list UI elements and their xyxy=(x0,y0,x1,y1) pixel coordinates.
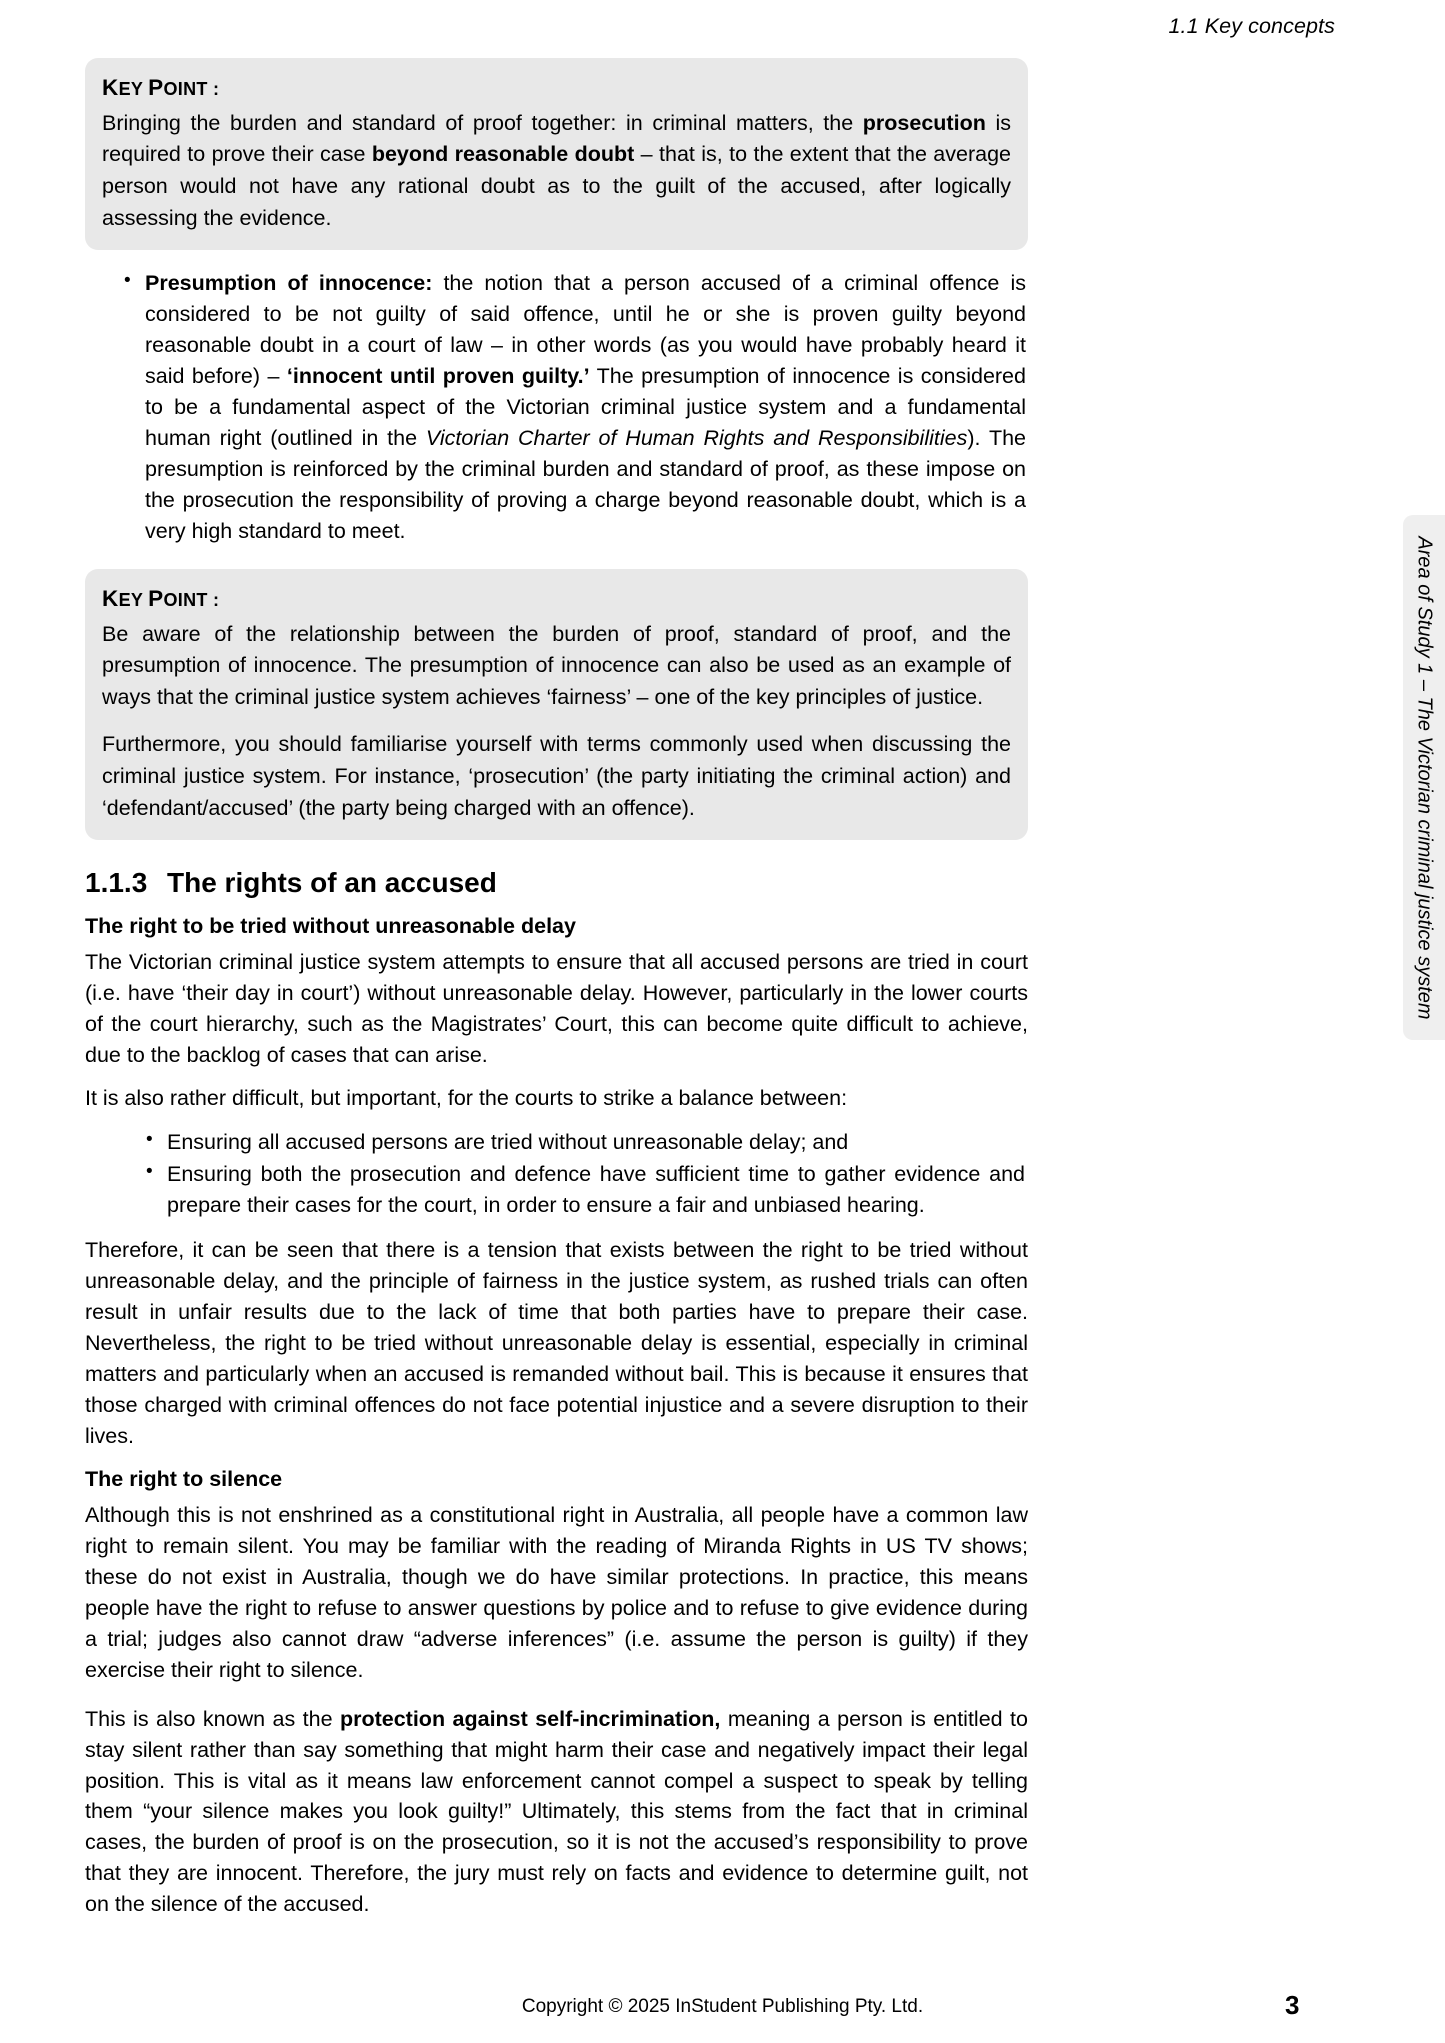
key-point-label-2 xyxy=(102,585,1011,613)
kp1-text-c: is required to prove their case xyxy=(102,110,1011,167)
kp1-text-a: Bringing the burden and standard of proof together: in criminal matters, the xyxy=(102,110,863,135)
key-point-label-1-p: P xyxy=(148,75,164,100)
presumption-bullet-list xyxy=(118,268,1026,547)
silence-paragraph-2 xyxy=(85,1704,1028,1921)
silence-term-self-incrimination: protection against self-incrimination, xyxy=(339,1706,721,1731)
delay-paragraph-2: It is also rather difficult, but important, for the courts to strike a balance between: xyxy=(85,1086,848,1111)
presumption-text-e: ). The presumption is reinforced by the criminal burden and standard of proof, as these impose on the prosecution the responsibility of proving a charge beyond reasonable doubt, which is a very high standard to meet. xyxy=(145,425,1026,543)
footer-page-number: 3 xyxy=(1285,1990,1300,2020)
key-point-label-2-k: K xyxy=(102,585,119,611)
side-tab-label: Area of Study 1 – The Victorian criminal justice system xyxy=(1413,535,1436,1020)
presumption-quote-innocent-until-proven-guilty: ‘innocent until proven guilty.’ xyxy=(286,364,590,389)
key-point-box-2 xyxy=(85,569,1028,840)
silence-text-a: This is also known as the xyxy=(85,1706,340,1731)
list-item-delay-balance-2: • Ensuring both the prosecution and defence have sufficient time to gather evidence and prepare their cases for the court, in order to ensure a fair and unbiased hearing. xyxy=(140,1159,1025,1221)
section-number: 1.1.3 xyxy=(85,867,148,899)
presumption-charter-title: Victorian Charter of Human Rights and Responsibilities xyxy=(425,425,968,450)
presumption-text-c: The presumption of innocence is considered to be a fundamental aspect of the Victorian criminal justice system and a fundamental human right (outlined in the xyxy=(145,364,1026,450)
content-column xyxy=(85,58,1028,1920)
side-tab-area-of-study xyxy=(1403,515,1445,1040)
page-title xyxy=(85,866,1028,900)
footer-copyright: Copyright © 2025 InStudent Publishing Pty. Ltd. xyxy=(521,1996,924,2017)
key-point-label-1-oint: OINT : xyxy=(163,79,220,99)
running-header: 1.1 Key concepts xyxy=(1168,14,1335,38)
list-item-delay-balance-1: • Ensuring all accused persons are tried without unreasonable delay; and xyxy=(140,1127,1025,1158)
key-point-label-2-p: P xyxy=(148,585,164,611)
delay-balance-bullet-list xyxy=(140,1127,1025,1221)
kp1-text-e: – that is, to the extent that the average person would not have any rational doubt as to the guilt of the accused, after logically assessing the evidence. xyxy=(102,142,1011,230)
key-point-label-2-oint: OINT : xyxy=(163,589,220,610)
kp1-term-beyond-reasonable-doubt: beyond reasonable doubt xyxy=(371,142,635,167)
silence-paragraph-1: Although this is not enshrined as a constitutional right in Australia, all people have a common law right to remain silent. You may be familiar with the reading of Miranda Rights in US TV shows; these do not exist in Australia, though we do have similar protections. In practice, this means people have the right to refuse to answer questions by police and to refuse to give evidence during a trial; judges also cannot draw “adverse inferences” (i.e. assume the person is guilty) if they exercise their right to silence. xyxy=(85,1502,1028,1682)
presumption-text-a: the notion that a person accused of a criminal offence is considered to be not guilty of said offence, until he or she is proven guilty beyond reasonable doubt in a court of law – in other words (as you would have probably heard it said before) – xyxy=(145,271,1026,389)
key-point-label-2-ey: EY xyxy=(118,589,143,610)
key-point-2-paragraph-2: Furthermore, you should familiarise yourself with terms commonly used when discussing the criminal justice system. For instance, ‘prosecution’ (the party initiating the criminal action) and ‘defendant/accused’ (the party being charged with an offence). xyxy=(102,732,1011,820)
section-title: The rights of an accused xyxy=(167,867,497,899)
delay-paragraph-1: The Victorian criminal justice system attempts to ensure that all accused persons are tried in court (i.e. have ‘their day in court’) without unreasonable delay. However, particularly in the lower courts of the court hierarchy, such as the Magistrates’ Court, this can become quite difficult to achieve, due to the backlog of cases that can arise. xyxy=(85,949,1028,1067)
sub-heading-unreasonable-delay: The right to be tried without unreasonable delay xyxy=(85,913,576,938)
key-point-label-1 xyxy=(102,74,1011,102)
key-point-box-1 xyxy=(85,58,1028,250)
sub-heading-right-to-silence: The right to silence xyxy=(85,1466,283,1491)
delay-paragraph-3: Therefore, it can be seen that there is a tension that exists between the right to be tried without unreasonable delay, and the principle of fairness in the justice system, as rushed trials can often result in unfair results due to the lack of time that both parties have to prepare their case. Nevertheless, the right to be tried without unreasonable delay is essential, especially in criminal matters and particularly when an accused is remanded without bail. This is because it ensures that those charged with criminal offences do not face potential injustice and a severe disruption to their lives. xyxy=(85,1238,1028,1448)
kp1-term-prosecution: prosecution xyxy=(862,110,986,135)
silence-text-c: meaning a person is entitled to stay silent rather than say something that might harm their case and negatively impact their legal position. This is vital as it means law enforcement cannot compel a suspect to speak by telling them “your silence makes you look guilty!” Ultimately, this stems from the fact that in criminal cases, the burden of proof is on the prosecution, so it is not the accused’s responsibility to prove that they are innocent. Therefore, the jury must rely on facts and evidence to determine guilt, not on the silence of the accused. xyxy=(85,1706,1028,1917)
key-point-2-paragraph-1: Be aware of the relationship between the burden of proof, standard of proof, and the presumption of innocence. The presumption of innocence can also be used as an example of ways that the criminal justice system achieves ‘fairness’ – one of the key principles of justice. xyxy=(102,621,1011,709)
key-point-1-paragraph xyxy=(102,108,1011,234)
presumption-lead-term: Presumption of innocence: xyxy=(145,271,433,296)
key-point-label-1-k: K xyxy=(102,75,119,100)
key-point-label-1-ey: EY xyxy=(118,79,143,99)
list-item-presumption-of-innocence xyxy=(118,268,1026,547)
